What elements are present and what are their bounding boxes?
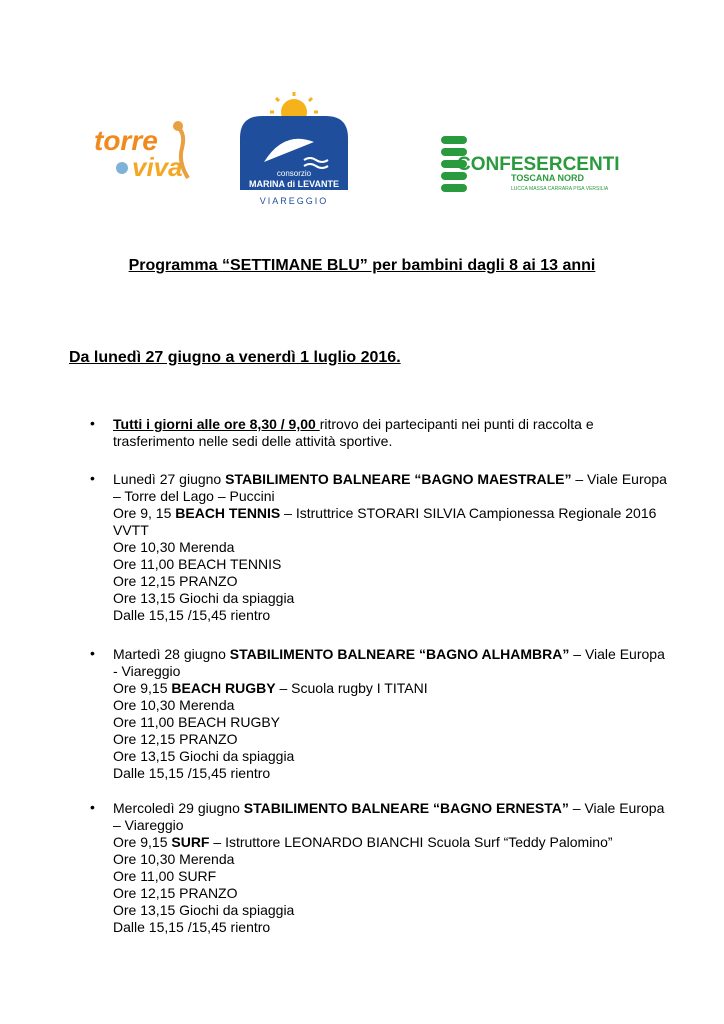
bullet-icon: • (90, 470, 95, 486)
activity-time: Ore 9,15 (113, 834, 172, 850)
schedule-line: Dalle 15,15 /15,45 rientro (113, 765, 271, 781)
torre-logo-word2: viva (132, 152, 183, 182)
day-label: Lunedì 27 giugno (113, 471, 226, 487)
dates-heading: Da lunedì 27 giugno a venerdì 1 luglio 2016. (69, 349, 401, 366)
schedule-line: Ore 10,30 Merenda (113, 697, 235, 713)
confesercenti-logo (437, 128, 620, 196)
conf-logo-region: TOSCANA NORD (511, 173, 585, 183)
place-name: STABILIMENTO BALNEARE “BAGNO ALHAMBRA” (229, 646, 570, 662)
day-item-monday (113, 471, 673, 624)
conf-logo-sub: LUCCA MASSA CARRARA PISA VERSILIA (511, 186, 609, 192)
schedule-line: Ore 11,00 BEACH TENNIS (113, 556, 282, 572)
place-address: – Viale Europa - Viareggio (113, 646, 665, 679)
bullet-icon: • (90, 799, 95, 815)
schedule-line: Ore 11,00 SURF (113, 868, 217, 884)
schedule-line: Ore 13,15 Giochi da spiaggia (113, 902, 295, 918)
schedule-line: Dalle 15,15 /15,45 rientro (113, 607, 271, 623)
activity-line (113, 834, 673, 851)
marina-logo-name: MARINA di LEVANTE (249, 179, 339, 189)
activity-time: Ore 9,15 (113, 680, 172, 696)
schedule-line: Ore 13,15 Giochi da spiaggia (113, 748, 295, 764)
intro-bold: Tutti i giorni alle ore 8,30 / 9,00 (113, 416, 320, 432)
place-name: STABILIMENTO BALNEARE “BAGNO MAESTRALE” (225, 471, 572, 487)
schedule-line: Ore 12,15 PRANZO (113, 731, 238, 747)
activity-name: BEACH TENNIS (175, 505, 281, 521)
torre-viva-logo (92, 118, 202, 190)
activity-name: SURF (171, 834, 210, 850)
activity-line (113, 505, 673, 539)
marina-di-levante-logo (234, 90, 354, 210)
schedule-line: Ore 12,15 PRANZO (113, 573, 238, 589)
page-title: Programma “SETTIMANE BLU” per bambini dagli 8 ai 13 anni (128, 257, 596, 274)
bullet-icon: • (90, 415, 95, 431)
marina-logo-top: consorzio (276, 169, 312, 178)
day-item-tuesday (113, 646, 673, 782)
activity-instructor: – Istruttore LEONARDO BIANCHI Scuola Surf “Teddy Palomino” (209, 834, 613, 850)
intro-text: ritrovo dei partecipanti nei punti di raccolta e trasferimento nelle sedi delle attività sportive. (113, 416, 594, 449)
day-label: Martedì 28 giugno (113, 646, 230, 662)
activity-instructor: – Scuola rugby I TITANI (275, 680, 428, 696)
activity-time: Ore 9, 15 (113, 505, 176, 521)
schedule-line: Ore 11,00 BEACH RUGBY (113, 714, 281, 730)
torre-logo-word1: torre (94, 125, 158, 156)
schedule-line: Ore 10,30 Merenda (113, 539, 235, 555)
place-address: – Viale Europa – Torre del Lago – Puccini (113, 471, 667, 504)
place-address: – Viale Europa – Viareggio (113, 800, 665, 833)
schedule-line: Ore 10,30 Merenda (113, 851, 235, 867)
place-name: STABILIMENTO BALNEARE “BAGNO ERNESTA” (243, 800, 569, 816)
activity-line (113, 680, 673, 697)
intro-item (113, 416, 673, 450)
bullet-icon: • (90, 645, 95, 661)
schedule-line: Dalle 15,15 /15,45 rientro (113, 919, 271, 935)
day-label: Mercoledì 29 giugno (113, 800, 244, 816)
conf-logo-name: CONFESERCENTI (457, 154, 620, 175)
schedule-line: Ore 13,15 Giochi da spiaggia (113, 590, 295, 606)
marina-logo-city: VIAREGGIO (259, 196, 329, 206)
activity-name: BEACH RUGBY (171, 680, 276, 696)
activity-instructor: – Istruttrice STORARI SILVIA Campionessa Regionale 2016 VVTT (113, 505, 657, 538)
day-item-wednesday (113, 800, 673, 936)
schedule-line: Ore 12,15 PRANZO (113, 885, 238, 901)
